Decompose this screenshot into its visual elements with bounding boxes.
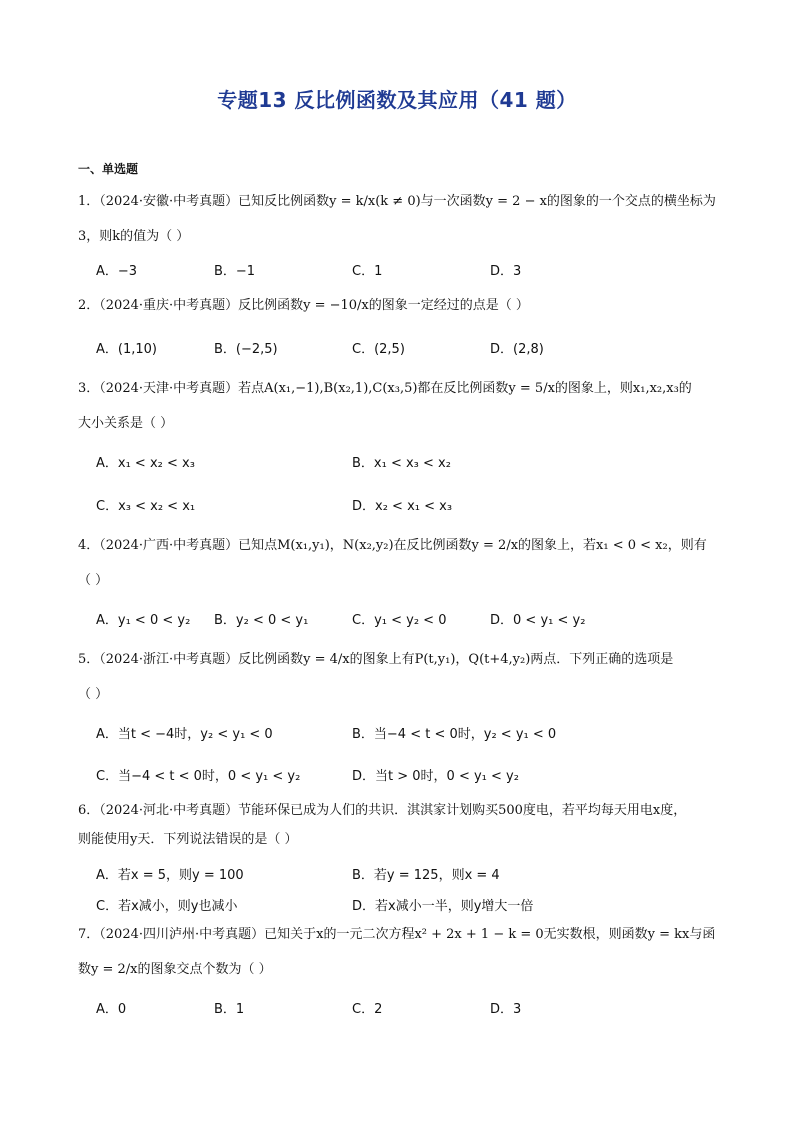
q7-option-a[interactable]: A．0 (96, 1002, 127, 1017)
q3-option-a[interactable]: A．x₁ < x₂ < x₃ (96, 456, 195, 471)
q6-option-d[interactable]: D．若x减小一半，则y增大一倍 (352, 899, 534, 914)
q4-option-c[interactable]: C．y₁ < y₂ < 0 (352, 613, 447, 628)
question-2-line-1: 2．（2024·重庆·中考真题）反比例函数y = −10/x的图象一定经过的点是（ ） (78, 298, 529, 313)
q3-option-d[interactable]: D．x₂ < x₁ < x₃ (352, 499, 453, 514)
q7-option-d[interactable]: D．3 (490, 1002, 522, 1017)
question-5-line-1: 5．（2024·浙江·中考真题）反比例函数y = 4/x的图象上有P(t,y₁)，Q(t+4,y₂)两点．下列正确的选项是 (78, 652, 674, 667)
q4-option-d[interactable]: D．0 < y₁ < y₂ (490, 613, 586, 628)
question-4-line-2: （ ） (78, 573, 109, 588)
question-7-line-1: 7．（2024·四川泸州·中考真题）已知关于x的一元二次方程x² + 2x + 1 − k = 0无实数根，则函数y = kx与函 (78, 927, 716, 942)
question-6-line-2: 则能使用y天．下列说法错误的是（ ） (78, 832, 298, 847)
q6-option-c[interactable]: C．若x减小，则y也减小 (96, 899, 238, 914)
question-5-line-2: （ ） (78, 687, 109, 702)
q2-option-a[interactable]: A．(1,10) (96, 342, 157, 357)
q4-option-a[interactable]: A．y₁ < 0 < y₂ (96, 613, 191, 628)
question-3-line-2: 大小关系是（ ） (78, 416, 174, 431)
q1-option-b[interactable]: B．−1 (214, 264, 256, 279)
question-1-line-1: 1．（2024·安徽·中考真题）已知反比例函数y = k/x(k ≠ 0)与一次函数y = 2 − x的图象的一个交点的横坐标为 (78, 194, 716, 209)
q7-option-b[interactable]: B．1 (214, 1002, 245, 1017)
q5-option-b[interactable]: B．当−4 < t < 0时，y₂ < y₁ < 0 (352, 727, 557, 742)
section-heading: 一、单选题 (78, 162, 139, 176)
question-1-line-2: 3，则k的值为（ ） (78, 229, 190, 244)
q2-option-b[interactable]: B．(−2,5) (214, 342, 278, 357)
q3-option-c[interactable]: C．x₃ < x₂ < x₁ (96, 499, 196, 514)
q2-option-c[interactable]: C．(2,5) (352, 342, 405, 357)
question-4-line-1: 4．（2024·广西·中考真题）已知点M(x₁,y₁)，N(x₂,y₂)在反比例函数y = 2/x的图象上，若x₁ < 0 < x₂，则有 (78, 538, 707, 553)
question-3-line-1: 3．（2024·天津·中考真题）若点A(x₁,−1),B(x₂,1),C(x₃,5)都在反比例函数y = 5/x的图象上，则x₁,x₂,x₃的 (78, 381, 692, 396)
q2-option-d[interactable]: D．(2,8) (490, 342, 544, 357)
q5-option-a[interactable]: A．当t < −4时，y₂ < y₁ < 0 (96, 727, 273, 742)
q1-option-a[interactable]: A．−3 (96, 264, 138, 279)
question-6-line-1: 6．（2024·河北·中考真题）节能环保已成为人们的共识．淇淇家计划购买500度电，若平均每天用电x度， (78, 803, 687, 818)
q5-option-c[interactable]: C．当−4 < t < 0时，0 < y₁ < y₂ (96, 769, 301, 784)
q1-option-d[interactable]: D．3 (490, 264, 522, 279)
question-7-line-2: 数y = 2/x的图象交点个数为（ ） (78, 962, 272, 977)
q3-option-b[interactable]: B．x₁ < x₃ < x₂ (352, 456, 451, 471)
q4-option-b[interactable]: B．y₂ < 0 < y₁ (214, 613, 309, 628)
q6-option-b[interactable]: B．若y = 125，则x = 4 (352, 868, 500, 883)
q6-option-a[interactable]: A．若x = 5，则y = 100 (96, 868, 244, 883)
q5-option-d[interactable]: D．当t > 0时，0 < y₁ < y₂ (352, 769, 519, 784)
q7-option-c[interactable]: C．2 (352, 1002, 383, 1017)
q1-option-c[interactable]: C．1 (352, 264, 383, 279)
page-title: 专题13 反比例函数及其应用（41 题） (217, 88, 577, 112)
